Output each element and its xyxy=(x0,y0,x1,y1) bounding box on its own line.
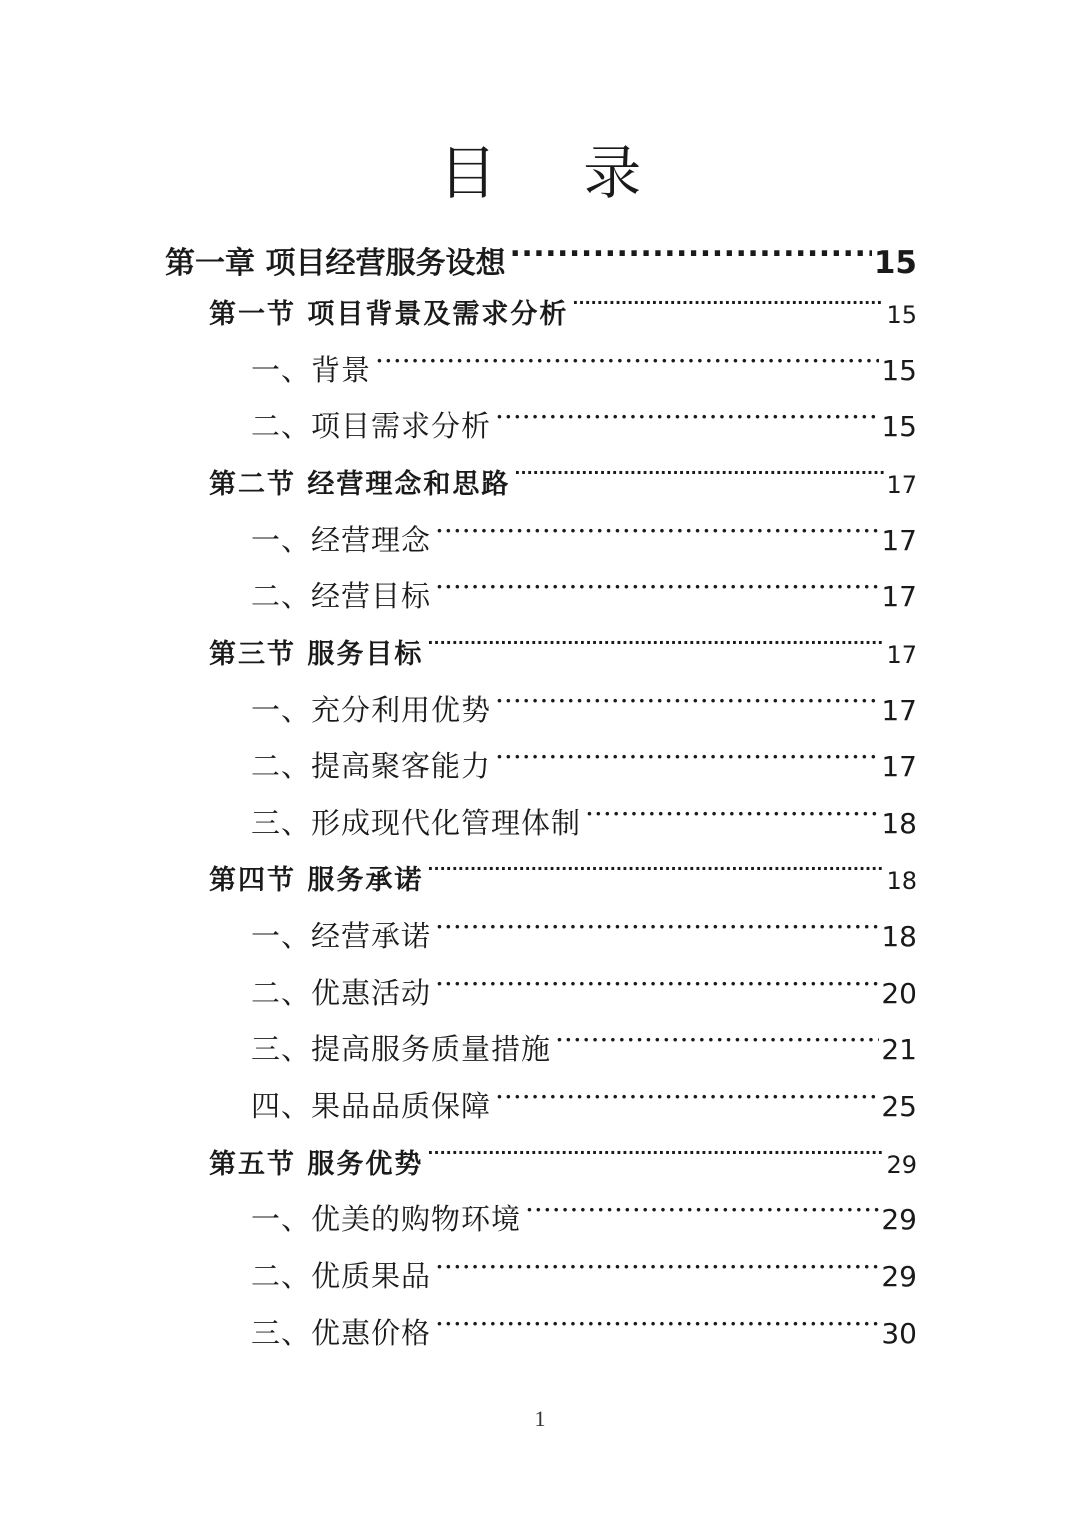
toc-entry-label: 二、经营目标 xyxy=(251,579,432,613)
toc-entry-chapter-1[interactable] xyxy=(165,217,917,281)
toc-entry-label: 第三节 服务目标 xyxy=(209,639,424,670)
toc-entry-label: 一、背景 xyxy=(251,353,372,387)
toc-entry-item[interactable] xyxy=(251,380,917,443)
toc-entry-page: 25 xyxy=(881,1090,917,1123)
toc-entry-label: 二、优惠活动 xyxy=(251,976,432,1010)
dot-leader xyxy=(495,664,879,720)
dot-leader xyxy=(514,437,884,493)
toc-entry-section-4[interactable] xyxy=(209,833,917,896)
toc-entry-page: 18 xyxy=(881,920,917,953)
toc-entry-item[interactable] xyxy=(251,550,917,613)
page-number: 1 xyxy=(534,1406,546,1431)
dot-leader xyxy=(525,1173,879,1229)
toc-entry-item[interactable] xyxy=(251,1003,917,1066)
toc-entry-item[interactable] xyxy=(251,324,917,387)
toc-entry-item[interactable] xyxy=(251,1287,917,1350)
toc-entry-label: 三、形成现代化管理体制 xyxy=(251,806,582,840)
dot-leader xyxy=(427,1117,884,1173)
toc-entry-page: 15 xyxy=(881,410,917,443)
toc-entry-label: 一、优美的购物环境 xyxy=(251,1202,522,1236)
toc-entry-label: 四、果品品质保障 xyxy=(251,1089,492,1123)
toc-entry-item[interactable] xyxy=(251,1173,917,1236)
toc-entry-label: 第二节 经营理念和思路 xyxy=(209,469,511,500)
dot-leader xyxy=(585,777,879,833)
toc-entry-page: 15 xyxy=(886,301,917,329)
dot-leader xyxy=(435,494,879,550)
dot-leader xyxy=(495,380,879,436)
dot-leader xyxy=(435,550,879,606)
toc-entry-page: 17 xyxy=(881,694,917,727)
toc-entry-item[interactable] xyxy=(251,720,917,783)
toc-entry-section-5[interactable] xyxy=(209,1117,917,1180)
toc-entry-item[interactable] xyxy=(251,947,917,1010)
toc-entry-page: 17 xyxy=(881,524,917,557)
toc-entry-page: 15 xyxy=(873,245,917,281)
toc-entry-label: 第五节 服务优势 xyxy=(209,1149,424,1180)
toc-entry-item[interactable] xyxy=(251,494,917,557)
dot-leader xyxy=(495,720,879,776)
toc-entry-page: 20 xyxy=(881,977,917,1010)
toc-entry-page: 30 xyxy=(881,1317,917,1350)
toc-entry-page: 29 xyxy=(881,1260,917,1293)
toc-entry-page: 29 xyxy=(886,1151,917,1179)
toc-entry-page: 21 xyxy=(881,1033,917,1066)
dot-leader xyxy=(572,267,884,323)
toc-entry-page: 17 xyxy=(881,750,917,783)
dot-leader xyxy=(495,1060,879,1116)
toc-entry-label: 三、优惠价格 xyxy=(251,1316,432,1350)
toc-entry-section-2[interactable] xyxy=(209,437,917,500)
toc-entry-label: 第一节 项目背景及需求分析 xyxy=(209,299,569,330)
toc-entry-page: 29 xyxy=(881,1203,917,1236)
toc-entry-label: 二、优质果品 xyxy=(251,1259,432,1293)
toc-entry-page: 17 xyxy=(886,471,917,499)
toc-entry-label: 一、经营承诺 xyxy=(251,919,432,953)
toc-entry-page: 18 xyxy=(886,867,917,895)
dot-leader xyxy=(375,324,879,380)
dot-leader xyxy=(435,1287,879,1343)
dot-leader xyxy=(435,890,879,946)
toc-entry-label: 一、经营理念 xyxy=(251,523,432,557)
toc-entry-page: 17 xyxy=(881,580,917,613)
toc-entry-section-3[interactable] xyxy=(209,607,917,670)
dot-leader xyxy=(435,947,879,1003)
dot-leader xyxy=(427,607,884,663)
toc-entry-item[interactable] xyxy=(251,664,917,727)
toc-title: 目 录 xyxy=(438,139,676,207)
dot-leader xyxy=(427,833,884,889)
dot-leader xyxy=(435,1230,879,1286)
toc-entry-item[interactable] xyxy=(251,1230,917,1293)
toc-entry-page: 18 xyxy=(881,807,917,840)
toc-entry-label: 二、项目需求分析 xyxy=(251,409,492,443)
dot-leader xyxy=(509,217,871,273)
toc-entry-label: 三、提高服务质量措施 xyxy=(251,1032,552,1066)
toc-entry-section-1[interactable] xyxy=(209,267,917,330)
toc-entry-label: 一、充分利用优势 xyxy=(251,693,492,727)
toc-entry-item[interactable] xyxy=(251,777,917,840)
toc-entry-item[interactable] xyxy=(251,890,917,953)
toc-entry-label: 第四节 服务承诺 xyxy=(209,865,424,896)
toc-entry-label: 二、提高聚客能力 xyxy=(251,749,492,783)
toc-entry-label: 第一章 项目经营服务设想 xyxy=(165,246,506,281)
toc-entry-page: 17 xyxy=(886,641,917,669)
toc-entry-item[interactable] xyxy=(251,1060,917,1123)
dot-leader xyxy=(555,1003,879,1059)
toc-entry-page: 15 xyxy=(881,354,917,387)
